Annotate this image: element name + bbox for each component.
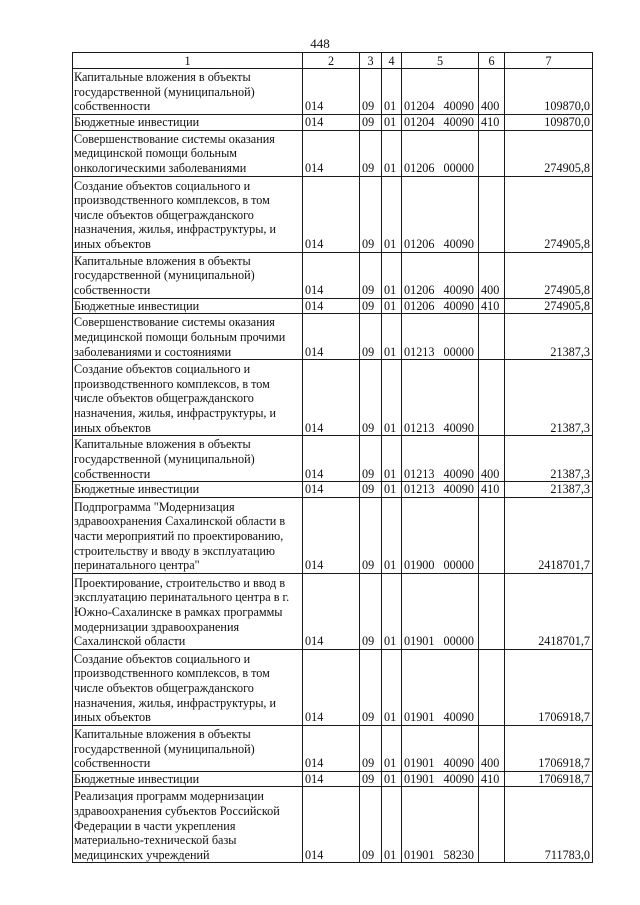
row-amount: 109870,0 [505, 115, 593, 131]
row-target: 01901 00000 [402, 573, 479, 649]
row-name: Капитальные вложения в объекты государственной (муниципальной) собственности [73, 725, 303, 771]
table-row [73, 252, 593, 298]
row-section: 09 [360, 176, 382, 252]
row-subsection: 01 [382, 771, 402, 787]
row-subsection: 01 [382, 130, 402, 176]
row-ministry: 014 [303, 573, 360, 649]
table-row [73, 360, 593, 436]
row-section: 09 [360, 573, 382, 649]
table-row [73, 771, 593, 787]
row-name: Бюджетные инвестиции [73, 771, 303, 787]
row-subsection: 01 [382, 649, 402, 725]
row-subsection: 01 [382, 725, 402, 771]
row-target: 01213 40090 [402, 360, 479, 436]
page-number: 448 [310, 36, 330, 51]
row-subsection: 01 [382, 482, 402, 498]
row-ministry: 014 [303, 436, 360, 482]
row-subsection: 01 [382, 115, 402, 131]
row-target: 01206 40090 [402, 298, 479, 314]
row-amount: 21387,3 [505, 360, 593, 436]
row-amount: 21387,3 [505, 314, 593, 360]
row-amount: 2418701,7 [505, 573, 593, 649]
header-col-4: 4 [382, 53, 402, 69]
row-name: Совершенствование системы оказания медицинской помощи больным прочими заболеваниями и состояниями [73, 314, 303, 360]
table-row [73, 436, 593, 482]
row-ministry: 014 [303, 649, 360, 725]
row-expense-type: 400 [479, 69, 505, 115]
table-row [73, 314, 593, 360]
row-expense-type [479, 497, 505, 573]
row-amount: 1706918,7 [505, 771, 593, 787]
row-subsection: 01 [382, 314, 402, 360]
row-subsection: 01 [382, 573, 402, 649]
row-expense-type [479, 130, 505, 176]
row-name: Бюджетные инвестиции [73, 115, 303, 131]
row-target: 01204 40090 [402, 115, 479, 131]
row-target: 01213 40090 [402, 436, 479, 482]
row-amount: 21387,3 [505, 482, 593, 498]
row-amount: 1706918,7 [505, 649, 593, 725]
row-section: 09 [360, 360, 382, 436]
row-subsection: 01 [382, 176, 402, 252]
row-name: Создание объектов социального и производственного комплексов, в том числе объектов общегражданского назначения, жилья, инфраструктуры, и иных объектов [73, 649, 303, 725]
row-section: 09 [360, 130, 382, 176]
row-ministry: 014 [303, 725, 360, 771]
row-target: 01206 00000 [402, 130, 479, 176]
row-expense-type: 400 [479, 725, 505, 771]
row-ministry: 014 [303, 115, 360, 131]
row-target: 01901 40090 [402, 771, 479, 787]
table-row [73, 497, 593, 573]
table-row [73, 725, 593, 771]
row-expense-type: 410 [479, 771, 505, 787]
row-ministry: 014 [303, 771, 360, 787]
row-name: Проектирование, строительство и ввод в эксплуатацию перинатального центра в г. Южно-Сахалинске в рамках программы модернизации здравоохранения Сахалинской области [73, 573, 303, 649]
table-row [73, 115, 593, 131]
row-name: Создание объектов социального и производственного комплексов, в том числе объектов общегражданского назначения, жилья, инфраструктуры, и иных объектов [73, 360, 303, 436]
row-ministry: 014 [303, 69, 360, 115]
row-name: Совершенствование системы оказания медицинской помощи больным онкологическими заболеваниями [73, 130, 303, 176]
row-name: Реализация программ модернизации здравоохранения субъектов Российской Федерации в части укрепления материально-технической базы медицинских учреждений [73, 787, 303, 863]
row-target: 01901 40090 [402, 725, 479, 771]
row-expense-type: 410 [479, 115, 505, 131]
row-ministry: 014 [303, 314, 360, 360]
row-section: 09 [360, 436, 382, 482]
row-name: Подпрограмма "Модернизация здравоохранения Сахалинской области в части мероприятий по проектированию, строительству и вводу в эксплуатацию перинатального центра" [73, 497, 303, 573]
row-subsection: 01 [382, 436, 402, 482]
row-expense-type [479, 573, 505, 649]
row-ministry: 014 [303, 298, 360, 314]
header-col-5: 5 [402, 53, 479, 69]
row-expense-type [479, 176, 505, 252]
row-expense-type: 400 [479, 252, 505, 298]
table-row [73, 69, 593, 115]
row-amount: 109870,0 [505, 69, 593, 115]
header-col-7: 7 [505, 53, 593, 69]
row-ministry: 014 [303, 787, 360, 863]
row-subsection: 01 [382, 787, 402, 863]
row-target: 01213 00000 [402, 314, 479, 360]
header-col-6: 6 [479, 53, 505, 69]
row-target: 01900 00000 [402, 497, 479, 573]
row-amount: 1706918,7 [505, 725, 593, 771]
row-ministry: 014 [303, 252, 360, 298]
row-target: 01204 40090 [402, 69, 479, 115]
row-expense-type: 410 [479, 482, 505, 498]
row-section: 09 [360, 482, 382, 498]
header-col-2: 2 [303, 53, 360, 69]
table-row [73, 787, 593, 863]
row-section: 09 [360, 69, 382, 115]
row-amount: 711783,0 [505, 787, 593, 863]
table-row [73, 482, 593, 498]
header-row [73, 53, 593, 69]
row-ministry: 014 [303, 360, 360, 436]
row-name: Создание объектов социального и производственного комплексов, в том числе объектов общегражданского назначения, жилья, инфраструктуры, и иных объектов [73, 176, 303, 252]
row-expense-type: 400 [479, 436, 505, 482]
row-amount: 274905,8 [505, 130, 593, 176]
row-amount: 274905,8 [505, 252, 593, 298]
row-expense-type [479, 649, 505, 725]
row-amount: 274905,8 [505, 298, 593, 314]
row-target: 01901 58230 [402, 787, 479, 863]
row-section: 09 [360, 252, 382, 298]
budget-table [72, 52, 593, 863]
header-col-3: 3 [360, 53, 382, 69]
row-expense-type: 410 [479, 298, 505, 314]
table-row [73, 649, 593, 725]
row-name: Капитальные вложения в объекты государственной (муниципальной) собственности [73, 252, 303, 298]
row-name: Капитальные вложения в объекты государственной (муниципальной) собственности [73, 69, 303, 115]
row-target: 01213 40090 [402, 482, 479, 498]
row-amount: 21387,3 [505, 436, 593, 482]
row-subsection: 01 [382, 360, 402, 436]
row-ministry: 014 [303, 176, 360, 252]
row-section: 09 [360, 649, 382, 725]
table-row [73, 176, 593, 252]
row-name: Бюджетные инвестиции [73, 298, 303, 314]
row-amount: 2418701,7 [505, 497, 593, 573]
row-section: 09 [360, 771, 382, 787]
row-section: 09 [360, 787, 382, 863]
header-col-1: 1 [73, 53, 303, 69]
row-expense-type [479, 314, 505, 360]
row-section: 09 [360, 497, 382, 573]
row-target: 01901 40090 [402, 649, 479, 725]
row-ministry: 014 [303, 130, 360, 176]
row-amount: 274905,8 [505, 176, 593, 252]
row-name: Капитальные вложения в объекты государственной (муниципальной) собственности [73, 436, 303, 482]
row-section: 09 [360, 298, 382, 314]
row-section: 09 [360, 725, 382, 771]
table-row [73, 573, 593, 649]
row-name: Бюджетные инвестиции [73, 482, 303, 498]
row-ministry: 014 [303, 497, 360, 573]
row-target: 01206 40090 [402, 176, 479, 252]
row-subsection: 01 [382, 497, 402, 573]
table-row [73, 298, 593, 314]
row-subsection: 01 [382, 298, 402, 314]
table-row [73, 130, 593, 176]
row-expense-type [479, 360, 505, 436]
row-section: 09 [360, 115, 382, 131]
row-ministry: 014 [303, 482, 360, 498]
row-section: 09 [360, 314, 382, 360]
row-subsection: 01 [382, 252, 402, 298]
row-expense-type [479, 787, 505, 863]
row-subsection: 01 [382, 69, 402, 115]
row-target: 01206 40090 [402, 252, 479, 298]
